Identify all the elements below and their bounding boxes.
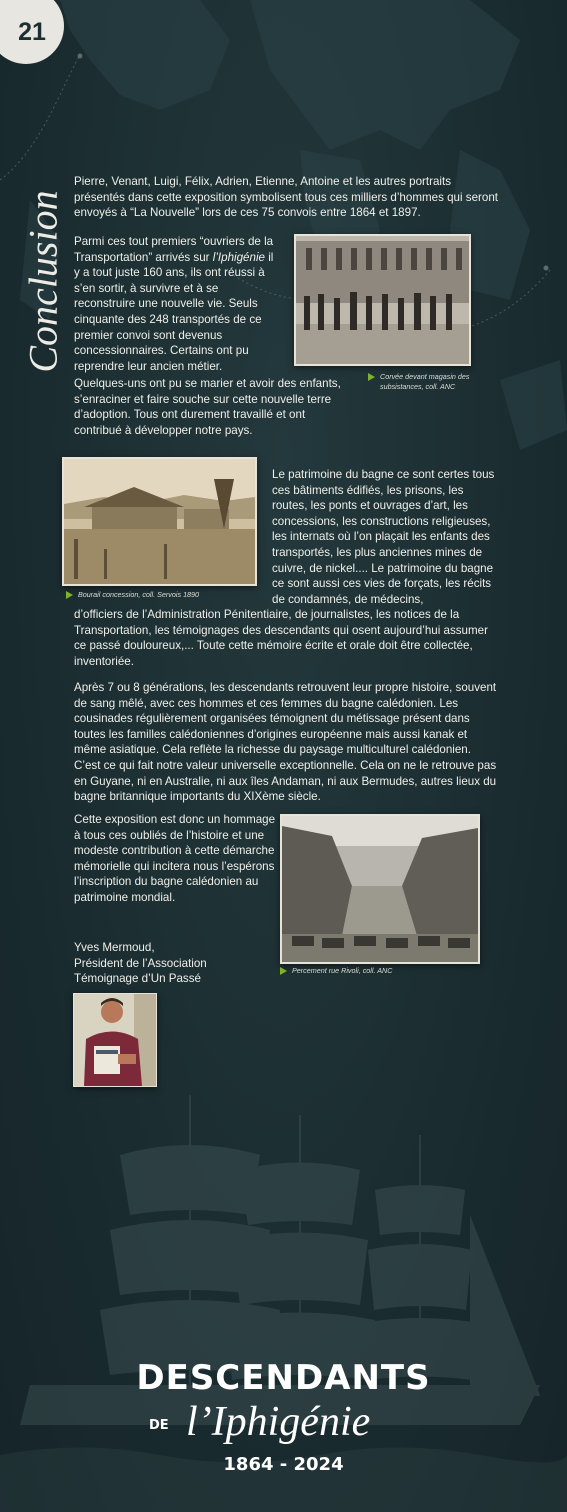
caption-arrow-icon xyxy=(66,591,73,599)
rivoli-photo-illustration xyxy=(282,816,478,962)
bourail-photo-illustration xyxy=(64,459,255,584)
paragraph-1: Parmi ces tout premiers “ouvriers de la Transportation” arrivés sur l’Iphigénie il y a tout juste 160 ans, ils ont réussi à s’en sortir, à survivre et à se reconstruire une nouvelle vie. Seuls cinquante des 248 transportés de ce premier convoi sont devenus concessionnaires. Certains ont pu reprendre leur ancien métier. xyxy=(74,235,274,373)
rivoli-photo xyxy=(280,814,480,964)
author-portrait xyxy=(73,993,157,1087)
bourail-photo xyxy=(62,457,257,586)
signature-role: Président de l’Association xyxy=(74,956,207,970)
paragraph-2-continued: d’officiers de l’Administration Pénitentiaire, de journalistes, les notices de la Transportation, les témoignages des descendants qui osent aujourd’hui assumer ce passé douloureux,... Toute cette mémoire écrite et orale doit être collectée, inventoriée. xyxy=(74,608,488,668)
exhibition-title: DESCENDANTS xyxy=(136,1358,431,1398)
caption-arrow-icon xyxy=(368,373,375,381)
corvee-caption: Corvée devant magasin des subsistances, coll. ANC xyxy=(368,372,478,391)
signature-org: Témoignage d’Un Passé xyxy=(74,972,201,986)
paragraph-2: Le patrimoine du bagne ce sont certes tous ces bâtiments édifiés, les prisons, les routes, les ponts et ouvrages d’art, les concessions, les constructions religieuses, les internats où l’on plaçait les enfants des transportés, les plus anciennes mines de cuivre, de nickel.... Le patrimoine du bagne ce sont aussi ces vies de forçats, les récits de condamnés, de médecins, xyxy=(272,468,495,606)
caption-arrow-icon xyxy=(280,967,287,975)
author-portrait-illustration xyxy=(74,994,156,1086)
bourail-caption: Bourail concession, coll. Servois 1890 xyxy=(66,590,256,600)
page-number: 21 xyxy=(18,17,46,46)
paragraph-4: Cette exposition est donc un hommage à tous ces oubliés de l’histoire et une modeste contribution à cette démarche mémorielle qui incitera nous l’espérons l’inscription du bagne calédonien au patrimoine mondial. xyxy=(74,813,276,904)
intro-paragraph: Pierre, Venant, Luigi, Félix, Adrien, Etienne, Antoine et les autres portraits présentés dans cette exposition symbolisent tous ces milliers d’hommes qui seront envoyés à “La Nouvelle” lors de ces 75 convois entre 1864 et 1897. xyxy=(74,175,499,220)
exhibition-title-de: DE xyxy=(149,1418,169,1433)
corvee-photo xyxy=(294,234,471,366)
rivoli-caption: Percement rue Rivoli, coll. ANC xyxy=(280,966,480,976)
ship-illustration xyxy=(0,1095,567,1512)
section-title xyxy=(16,176,70,386)
paragraph-1-continued: Quelques-uns ont pu se marier et avoir des enfants, s’enraciner et faire souche sur cette nouvelle terre d’adoption. Tous ont durement travaillé et ont contribué à développer notre pays. xyxy=(74,377,341,437)
exhibition-years: 1864 - 2024 xyxy=(223,1454,344,1475)
paragraph-3: Après 7 ou 8 générations, les descendants retrouvent leur propre histoire, souvent de sang mêlé, avec ces hommes et ces femmes du bagne calédonien. Les cousinades régulièrement organisées témoignent du métissage présent dans toutes les familles calédoniennes d’origines européenne mais aussi kanak et même asiatique. Cela reflète la richesse du paysage multiculturel calédonien. C’est ce qui fait notre valeur universelle exceptionnelle. Cela on ne le retrouve pas en Guyane, ni en Australie, ni aux îles Andaman, ni aux Bermudes, autres lieux du bagne britannique importants du XIXème siècle. xyxy=(74,681,497,804)
section-title-text: Conclusion xyxy=(20,189,66,373)
signature-block xyxy=(74,940,274,987)
corvee-photo-illustration xyxy=(296,236,469,364)
exhibition-title-script: l’Iphigénie xyxy=(186,1399,371,1445)
signature-name: Yves Mermoud, xyxy=(74,941,155,954)
